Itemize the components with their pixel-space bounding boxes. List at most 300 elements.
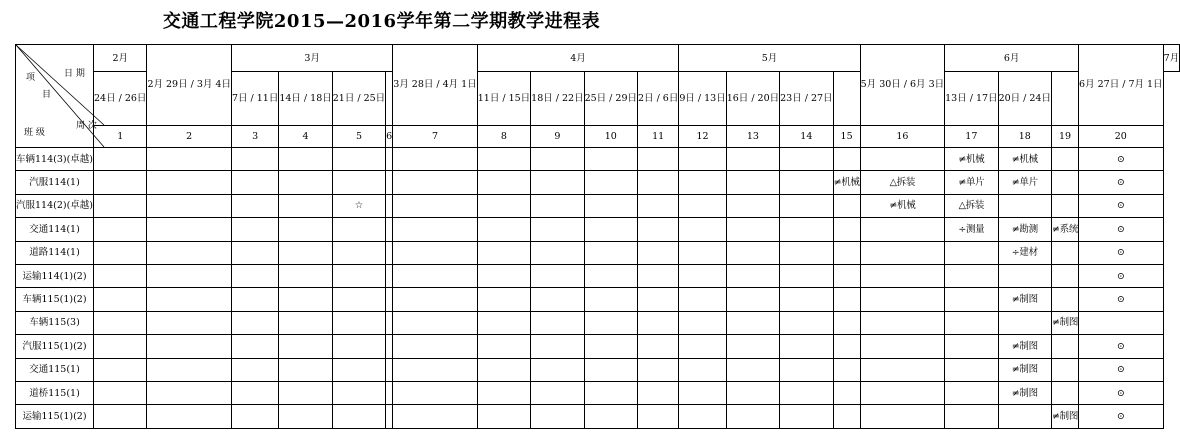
- schedule-cell: [679, 288, 726, 311]
- schedule-cell: [231, 405, 278, 428]
- schedule-cell: [386, 218, 393, 241]
- schedule-cell: [94, 335, 147, 358]
- schedule-cell: [231, 288, 278, 311]
- schedule-cell: [584, 405, 637, 428]
- schedule-cell: [584, 335, 637, 358]
- schedule-cell: [332, 335, 385, 358]
- schedule-cell: [679, 148, 726, 171]
- schedule-cell: [393, 311, 478, 334]
- week-date-range: 14日 / 18日: [279, 72, 332, 126]
- class-name: 车辆114(3)(卓越): [16, 148, 94, 171]
- week-date-range: 18日 / 22日: [531, 72, 584, 126]
- schedule-cell: [945, 358, 998, 381]
- class-name: 运输115(1)(2): [16, 405, 94, 428]
- schedule-cell: [231, 171, 278, 194]
- week-date-range: 21日 / 25日: [332, 72, 385, 126]
- week-date-range: 23日 / 27日: [780, 72, 833, 126]
- schedule-cell: [531, 241, 584, 264]
- schedule-cell: [679, 358, 726, 381]
- schedule-cell: [860, 335, 945, 358]
- schedule-cell: [833, 335, 860, 358]
- practice-mark: ≠制图: [1051, 311, 1078, 334]
- exam-week-mark: ⊙: [1079, 171, 1164, 194]
- schedule-cell: [945, 311, 998, 334]
- header-corner: [16, 45, 97, 148]
- schedule-cell: [279, 288, 332, 311]
- schedule-cell: [638, 264, 679, 287]
- week-number: 1: [94, 125, 147, 147]
- schedule-cell: [386, 311, 393, 334]
- schedule-cell: [780, 241, 833, 264]
- schedule-cell: [638, 335, 679, 358]
- schedule-cell: [279, 405, 332, 428]
- schedule-cell: [638, 288, 679, 311]
- schedule-cell: [780, 148, 833, 171]
- schedule-cell: [780, 405, 833, 428]
- schedule-cell: [279, 241, 332, 264]
- schedule-cell: [332, 264, 385, 287]
- week-number: 13: [726, 125, 779, 147]
- schedule-cell: [780, 335, 833, 358]
- schedule-cell: [477, 241, 530, 264]
- corner-item-label: 项: [26, 73, 36, 83]
- class-name: 车辆115(1)(2): [16, 288, 94, 311]
- schedule-cell: [726, 405, 779, 428]
- schedule-cell: [94, 311, 147, 334]
- schedule-cell: [1051, 264, 1078, 287]
- practice-mark: ≠制图: [998, 358, 1051, 381]
- class-name: 运输114(1)(2): [16, 264, 94, 287]
- schedule-cell: [386, 171, 393, 194]
- schedule-cell: [94, 194, 147, 217]
- corner-week-label: 周 次: [76, 121, 97, 131]
- table-row: [16, 288, 1180, 311]
- week-date-range: 20日 / 24日: [998, 72, 1051, 126]
- month-transition-header: 2月 29日 / 3月 4日: [147, 45, 232, 126]
- week-date-range: 9日 / 13日: [679, 72, 726, 126]
- schedule-cell: [393, 148, 478, 171]
- exam-week-mark: ⊙: [1079, 264, 1164, 287]
- schedule-cell: [94, 381, 147, 404]
- schedule-cell: [726, 218, 779, 241]
- table-row: [16, 218, 1180, 241]
- schedule-cell: [386, 288, 393, 311]
- schedule-cell: [231, 335, 278, 358]
- practice-mark: ≠单片: [998, 171, 1051, 194]
- week-date-range: 13日 / 17日: [945, 72, 998, 126]
- week-number: 6: [386, 125, 393, 147]
- exam-week-mark: ⊙: [1079, 148, 1164, 171]
- schedule-cell: [998, 311, 1051, 334]
- schedule-cell: [393, 241, 478, 264]
- practice-mark: ÷测量: [945, 218, 998, 241]
- week-date-range: [833, 72, 860, 126]
- schedule-cell: [386, 405, 393, 428]
- practice-mark: ≠制图: [998, 288, 1051, 311]
- schedule-cell: [638, 405, 679, 428]
- schedule-table: [15, 44, 1180, 429]
- schedule-cell: [584, 171, 637, 194]
- month-header: 3月: [231, 45, 392, 72]
- table-row: [16, 335, 1180, 358]
- schedule-cell: [531, 264, 584, 287]
- schedule-cell: [332, 381, 385, 404]
- table-row: [16, 381, 1180, 404]
- schedule-cell: [386, 241, 393, 264]
- schedule-cell: [231, 241, 278, 264]
- practice-mark: ≠勘测: [998, 218, 1051, 241]
- schedule-cell: [386, 381, 393, 404]
- schedule-cell: [860, 405, 945, 428]
- schedule-cell: [584, 194, 637, 217]
- table-row: [16, 148, 1180, 171]
- table-row: [16, 171, 1180, 194]
- schedule-cell: [279, 264, 332, 287]
- practice-mark: ÷建材: [998, 241, 1051, 264]
- schedule-cell: [726, 311, 779, 334]
- exam-week-mark: ⊙: [1079, 288, 1164, 311]
- schedule-cell: [531, 311, 584, 334]
- practice-mark: ≠机械: [833, 171, 860, 194]
- schedule-cell: [833, 288, 860, 311]
- schedule-cell: [1051, 288, 1078, 311]
- class-name: 道路114(1): [16, 241, 94, 264]
- schedule-cell: [231, 358, 278, 381]
- week-number: 15: [833, 125, 860, 147]
- week-number: 4: [279, 125, 332, 147]
- practice-mark: ≠系统: [1051, 218, 1078, 241]
- schedule-cell: [945, 264, 998, 287]
- schedule-cell: [393, 264, 478, 287]
- schedule-cell: [726, 358, 779, 381]
- schedule-cell: [945, 288, 998, 311]
- schedule-cell: [332, 311, 385, 334]
- schedule-cell: [679, 335, 726, 358]
- schedule-cell: [147, 171, 232, 194]
- week-number: 20: [1079, 125, 1164, 147]
- week-number: 9: [531, 125, 584, 147]
- table-row: [16, 264, 1180, 287]
- schedule-cell: [584, 148, 637, 171]
- schedule-cell: [1051, 148, 1078, 171]
- schedule-cell: [833, 218, 860, 241]
- week-number: 10: [584, 125, 637, 147]
- schedule-cell: [833, 405, 860, 428]
- schedule-cell: [147, 358, 232, 381]
- schedule-cell: [638, 358, 679, 381]
- practice-mark: ≠单片: [945, 171, 998, 194]
- schedule-cell: [147, 148, 232, 171]
- schedule-cell: [833, 264, 860, 287]
- schedule-cell: [833, 148, 860, 171]
- week-number: 5: [332, 125, 385, 147]
- week-number: 19: [1051, 125, 1078, 147]
- schedule-cell: [531, 171, 584, 194]
- schedule-cell: [393, 171, 478, 194]
- schedule-cell: [1051, 241, 1078, 264]
- schedule-cell: [638, 381, 679, 404]
- class-name: 汽服114(1): [16, 171, 94, 194]
- month-header: 6月: [945, 45, 1079, 72]
- week-number: 18: [998, 125, 1051, 147]
- week-date-range: [386, 72, 393, 126]
- schedule-cell: [477, 335, 530, 358]
- schedule-cell: [477, 405, 530, 428]
- schedule-cell: [477, 311, 530, 334]
- schedule-cell: [279, 381, 332, 404]
- schedule-cell: [477, 171, 530, 194]
- week-date-range: 24日 / 26日: [94, 72, 147, 126]
- exam-week-mark: ⊙: [1079, 241, 1164, 264]
- schedule-cell: [679, 264, 726, 287]
- table-row: [16, 311, 1180, 334]
- week-date-range: 11日 / 15日: [477, 72, 530, 126]
- week-date-range: 16日 / 20日: [726, 72, 779, 126]
- week-number: 3: [231, 125, 278, 147]
- schedule-cell: [231, 381, 278, 404]
- schedule-cell: [279, 218, 332, 241]
- schedule-cell: [531, 148, 584, 171]
- corner-mu-label: 目: [42, 90, 52, 100]
- schedule-cell: [531, 381, 584, 404]
- class-name: 车辆115(3): [16, 311, 94, 334]
- schedule-cell: [860, 264, 945, 287]
- schedule-cell: [94, 358, 147, 381]
- schedule-cell: [231, 148, 278, 171]
- week-number: 2: [147, 125, 232, 147]
- schedule-cell: [279, 358, 332, 381]
- schedule-cell: [638, 171, 679, 194]
- schedule-cell: [393, 358, 478, 381]
- schedule-cell: [386, 194, 393, 217]
- practice-mark: △拆装: [860, 171, 945, 194]
- schedule-cell: [386, 264, 393, 287]
- schedule-cell: [945, 405, 998, 428]
- schedule-cell: [332, 218, 385, 241]
- schedule-cell: [833, 311, 860, 334]
- schedule-cell: [780, 288, 833, 311]
- star-mark: ☆: [332, 194, 385, 217]
- schedule-cell: [780, 194, 833, 217]
- week-number: 14: [780, 125, 833, 147]
- schedule-cell: [231, 264, 278, 287]
- schedule-cell: [147, 218, 232, 241]
- week-number: 8: [477, 125, 530, 147]
- class-name: 汽服114(2)(卓越): [16, 194, 94, 217]
- schedule-cell: [147, 241, 232, 264]
- schedule-cell: [726, 171, 779, 194]
- schedule-cell: [147, 194, 232, 217]
- schedule-cell: [393, 194, 478, 217]
- schedule-cell: [231, 194, 278, 217]
- schedule-cell: [477, 264, 530, 287]
- month-header: 2月: [94, 45, 147, 72]
- schedule-cell: [147, 311, 232, 334]
- schedule-cell: [279, 194, 332, 217]
- schedule-cell: [231, 311, 278, 334]
- schedule-cell: [477, 194, 530, 217]
- practice-mark: △拆装: [945, 194, 998, 217]
- schedule-cell: [584, 218, 637, 241]
- practice-mark: ≠制图: [998, 381, 1051, 404]
- schedule-cell: [1079, 311, 1164, 334]
- month-header: 4月: [477, 45, 679, 72]
- exam-week-mark: ⊙: [1079, 218, 1164, 241]
- week-date-range: 2日 / 6日: [638, 72, 679, 126]
- schedule-cell: [945, 335, 998, 358]
- schedule-cell: [584, 381, 637, 404]
- practice-mark: ≠制图: [1051, 405, 1078, 428]
- schedule-cell: [147, 405, 232, 428]
- week-date-range: 7日 / 11日: [231, 72, 278, 126]
- schedule-cell: [477, 381, 530, 404]
- schedule-cell: [998, 405, 1051, 428]
- schedule-cell: [94, 241, 147, 264]
- schedule-cell: [638, 311, 679, 334]
- schedule-cell: [726, 288, 779, 311]
- schedule-cell: [860, 218, 945, 241]
- schedule-cell: [393, 218, 478, 241]
- schedule-cell: [94, 288, 147, 311]
- month-transition-header: 6月 27日 / 7月 1日: [1079, 45, 1164, 126]
- schedule-cell: [531, 218, 584, 241]
- schedule-cell: [584, 358, 637, 381]
- schedule-cell: [477, 358, 530, 381]
- schedule-cell: [386, 148, 393, 171]
- schedule-cell: [393, 405, 478, 428]
- schedule-cell: [332, 148, 385, 171]
- schedule-cell: [833, 381, 860, 404]
- schedule-cell: [945, 241, 998, 264]
- practice-mark: ≠机械: [860, 194, 945, 217]
- schedule-cell: [332, 358, 385, 381]
- schedule-cell: [860, 288, 945, 311]
- schedule-cell: [679, 171, 726, 194]
- schedule-cell: [584, 311, 637, 334]
- schedule-cell: [1051, 194, 1078, 217]
- practice-mark: ≠机械: [945, 148, 998, 171]
- schedule-cell: [477, 218, 530, 241]
- month-header: 7月: [1163, 45, 1180, 72]
- schedule-cell: [679, 405, 726, 428]
- schedule-cell: [531, 405, 584, 428]
- schedule-cell: [279, 335, 332, 358]
- week-number: 16: [860, 125, 945, 147]
- schedule-cell: [386, 335, 393, 358]
- week-number: 17: [945, 125, 998, 147]
- schedule-cell: [833, 194, 860, 217]
- month-transition-header: 5月 30日 / 6月 3日: [860, 45, 945, 126]
- schedule-cell: [393, 288, 478, 311]
- page-title: 交通工程学院2015—2016学年第二学期教学进程表: [162, 11, 601, 32]
- exam-week-mark: ⊙: [1079, 358, 1164, 381]
- schedule-cell: [147, 288, 232, 311]
- schedule-cell: [638, 218, 679, 241]
- schedule-cell: [531, 194, 584, 217]
- practice-mark: ≠制图: [998, 335, 1051, 358]
- schedule-cell: [638, 148, 679, 171]
- schedule-cell: [860, 358, 945, 381]
- schedule-cell: [860, 311, 945, 334]
- schedule-cell: [998, 194, 1051, 217]
- schedule-cell: [726, 241, 779, 264]
- schedule-cell: [780, 381, 833, 404]
- schedule-cell: [1051, 381, 1078, 404]
- schedule-cell: [1051, 358, 1078, 381]
- month-transition-header: 3月 28日 / 4月 1日: [393, 45, 478, 126]
- schedule-cell: [679, 241, 726, 264]
- schedule-cell: [1051, 335, 1078, 358]
- week-number: 7: [393, 125, 478, 147]
- corner-date-label: 日 期: [64, 69, 85, 79]
- schedule-cell: [393, 381, 478, 404]
- schedule-cell: [477, 288, 530, 311]
- schedule-cell: [584, 288, 637, 311]
- schedule-cell: [726, 148, 779, 171]
- table-row: [16, 358, 1180, 381]
- schedule-cell: [679, 381, 726, 404]
- practice-mark: ≠机械: [998, 148, 1051, 171]
- schedule-cell: [386, 358, 393, 381]
- schedule-cell: [998, 264, 1051, 287]
- exam-week-mark: ⊙: [1079, 381, 1164, 404]
- schedule-cell: [1051, 171, 1078, 194]
- week-number: 11: [638, 125, 679, 147]
- schedule-cell: [726, 264, 779, 287]
- schedule-cell: [780, 171, 833, 194]
- schedule-cell: [860, 148, 945, 171]
- schedule-cell: [531, 335, 584, 358]
- table-row: [16, 241, 1180, 264]
- schedule-cell: [584, 241, 637, 264]
- schedule-cell: [679, 311, 726, 334]
- corner-class-label: 班 级: [24, 128, 45, 138]
- class-name: 交通115(1): [16, 358, 94, 381]
- schedule-cell: [584, 264, 637, 287]
- exam-week-mark: ⊙: [1079, 194, 1164, 217]
- schedule-cell: [332, 171, 385, 194]
- class-name: 汽服115(1)(2): [16, 335, 94, 358]
- schedule-cell: [477, 148, 530, 171]
- schedule-cell: [94, 171, 147, 194]
- schedule-cell: [780, 311, 833, 334]
- schedule-cell: [726, 194, 779, 217]
- schedule-cell: [860, 381, 945, 404]
- exam-week-mark: ⊙: [1079, 405, 1164, 428]
- schedule-cell: [679, 194, 726, 217]
- schedule-cell: [833, 358, 860, 381]
- schedule-cell: [780, 264, 833, 287]
- schedule-cell: [726, 381, 779, 404]
- schedule-cell: [780, 218, 833, 241]
- schedule-cell: [332, 241, 385, 264]
- class-name: 交通114(1): [16, 218, 94, 241]
- schedule-cell: [860, 241, 945, 264]
- schedule-cell: [147, 381, 232, 404]
- schedule-cell: [94, 218, 147, 241]
- schedule-cell: [679, 218, 726, 241]
- schedule-cell: [94, 264, 147, 287]
- schedule-cell: [726, 335, 779, 358]
- schedule-cell: [531, 358, 584, 381]
- table-row: [16, 194, 1180, 217]
- schedule-cell: [279, 311, 332, 334]
- schedule-cell: [147, 335, 232, 358]
- schedule-cell: [94, 148, 147, 171]
- schedule-cell: [945, 381, 998, 404]
- schedule-cell: [332, 288, 385, 311]
- exam-week-mark: ⊙: [1079, 335, 1164, 358]
